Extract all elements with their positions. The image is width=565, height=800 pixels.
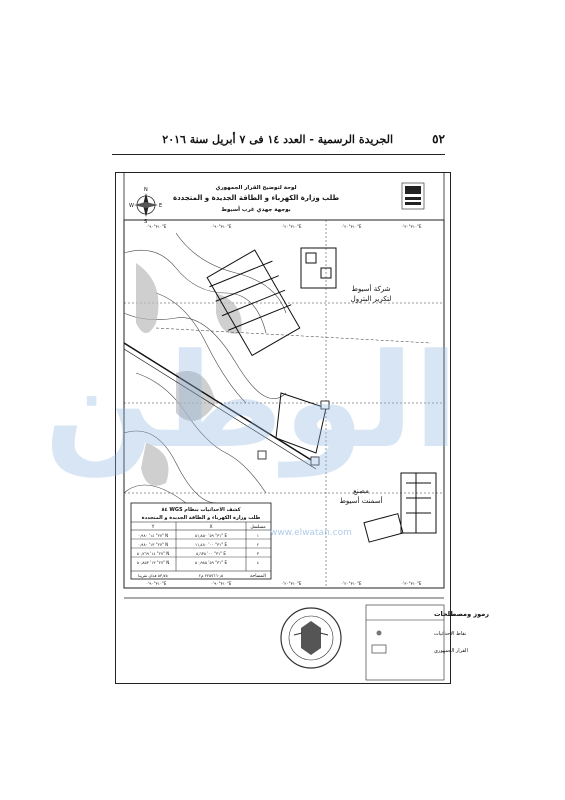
table-cell: ٢٧° ١٣' ٥٠٫٨٥٣" N xyxy=(136,560,170,565)
bottom-ticks xyxy=(146,581,422,586)
table-header-x: X xyxy=(209,525,213,530)
official-seal-icon xyxy=(281,608,341,668)
table-cell: ٢٧° ١٣' ٠٫٩٨٠" N xyxy=(137,542,169,547)
table-cell: ٣١° ٠٠' ٥٫٦٣٥" E xyxy=(196,551,226,556)
table-header-y: Y xyxy=(151,525,155,530)
legend-title: رموز ومصطلحات xyxy=(434,610,489,618)
bottom-tick: ٣١٠°٩٠'٠"E xyxy=(211,581,232,586)
table-caption: كشف الاحداثيات بنظام WGS ٨٤ xyxy=(161,507,241,513)
coordinates-table xyxy=(131,503,271,579)
coordinate-point-icon xyxy=(377,631,382,636)
legend-item-1: نقاط الاحداثيات xyxy=(434,631,467,637)
label-company: شركة أسيوط xyxy=(351,285,391,293)
watermark-url: www.elwatan.com xyxy=(270,528,352,538)
page-header xyxy=(112,132,445,152)
decree-area-icon xyxy=(372,645,386,653)
running-title: الجريدة الرسمية - العدد ١٤ فى ٧ أبريل سنة ٢٠١٦ xyxy=(162,133,393,146)
svg-text:W: W xyxy=(129,203,134,209)
table-cell: ٢ xyxy=(256,542,260,547)
top-tick: ٣١٠°٢٠'٠"E xyxy=(281,224,302,229)
top-ticks xyxy=(146,224,422,229)
svg-text:N: N xyxy=(144,187,148,193)
authority-logo-icon xyxy=(402,183,424,209)
bottom-tick: ٣١٠°٢٠'٠"E xyxy=(281,581,302,586)
north-arrow-icon xyxy=(129,187,162,225)
table-area-label: المساحة xyxy=(250,574,266,579)
watermark: الوطن xyxy=(44,325,459,477)
table-cell: ٣ xyxy=(256,551,260,556)
label-factory-2: أسمنت أسيوط xyxy=(339,497,383,505)
bottom-tick: ٣١٠°٩٠'٠"E xyxy=(146,581,167,586)
table-header-serial: مسلسل xyxy=(250,525,266,530)
terrain-shading xyxy=(136,263,242,486)
header-rule xyxy=(112,154,445,155)
table-cell: ٣١° ٥٩' ٥١٫٨٥٠" E xyxy=(195,533,227,538)
legend-item-2: القرار الجمهوري xyxy=(434,648,468,654)
site-polygon xyxy=(258,393,329,465)
svg-text:S: S xyxy=(144,219,148,225)
top-tick: ٣١٠°٩٠'٠"E xyxy=(211,224,232,229)
map-title-3: بوجهة جهدي غرب أسيوط xyxy=(221,207,291,213)
map-title-2: طلب وزارة الكهرباء و الطاقة الجديدة و المتجددة xyxy=(172,194,340,202)
table-cell: ١ xyxy=(256,533,260,538)
table-cell: ٢٧° ١٤' ٥٠٫٢٦٩" N xyxy=(136,551,170,556)
top-tick: ٣١٠°٢٠'٠"E xyxy=(341,224,362,229)
table-subtitle: طلب وزارة الكهرباء و الطاقة الجديدة و المتجددة xyxy=(141,515,261,521)
map-legend xyxy=(366,605,489,680)
cement-factory-grid xyxy=(364,473,436,542)
label-factory: مصنع xyxy=(353,487,369,495)
map-figure xyxy=(115,172,489,684)
map-title-1: لوحة لتوضيح القرار الجمهوري xyxy=(215,185,297,191)
top-tick: ٣١٠°٩٠'٠"E xyxy=(146,224,167,229)
table-cell: ٣١° ٠٠' ١١٫٤٨٠" E xyxy=(195,542,227,547)
table-cell: ٤ xyxy=(256,560,260,565)
top-tick: ٣١٠°٣٠'٠"E xyxy=(401,224,422,229)
table-area-value-2: ٥٣٫٧٥ فدان تقريبا xyxy=(138,573,168,578)
page-number: ٥٢ xyxy=(432,132,445,146)
svg-text:E: E xyxy=(159,203,163,209)
bottom-tick: ٣١٠°٢٠'٠"E xyxy=(341,581,362,586)
bottom-tick: ٣١٠°٣٠'٠"E xyxy=(401,581,422,586)
label-company-2: لتكرير البترول xyxy=(350,295,392,303)
table-cell: ٣١° ٥٩' ٥٠٫٩٨٥" E xyxy=(195,560,227,565)
table-area-value: ٢٢٥٧٦٦٠٫٥ م٢ xyxy=(198,573,224,578)
table-cell: ٢٧° ١٤' ٠٫٩٨٠" N xyxy=(137,533,169,538)
